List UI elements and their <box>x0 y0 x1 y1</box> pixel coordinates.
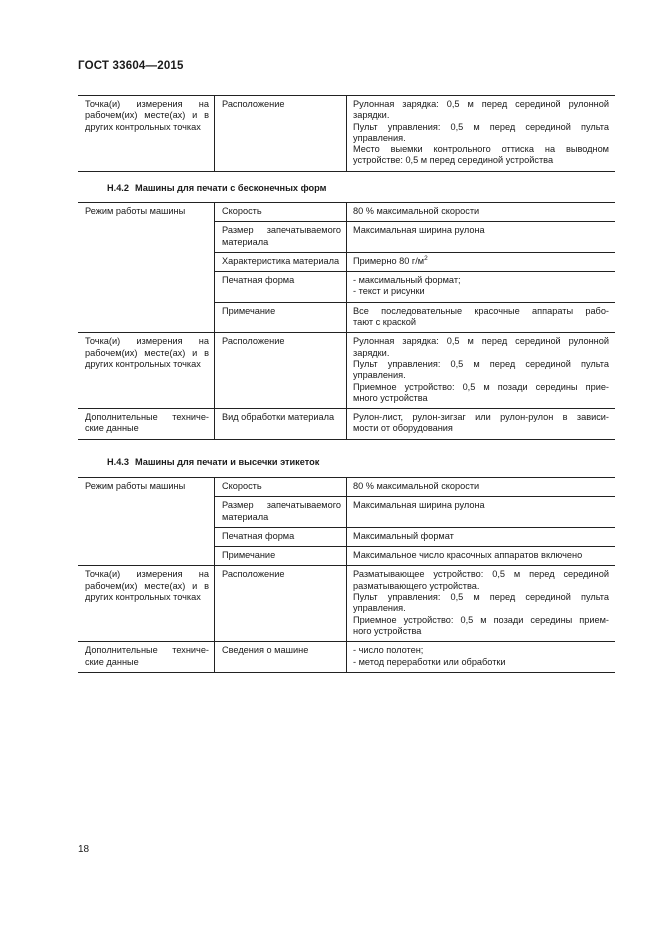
print-form-label: Печатная форма <box>215 272 347 303</box>
cell-text-line: Место выемки контрольного оттиска на выводном <box>353 144 609 155</box>
cell-text-line: Рулон-лист, рулон-зигзаг или рулон-рулон в зависи- <box>353 412 609 423</box>
print-form-value: Максимальный формат <box>347 527 616 546</box>
position-value-cell <box>347 333 616 409</box>
cell-text-line: Пульт управления: 0,5 м перед серединой пульта <box>353 121 609 132</box>
cell-text-line: устройстве: 0,5 м перед серединой устройства <box>353 155 554 166</box>
section-title-4-3: Н.4.3 Машины для печати и высечки этикеток <box>107 457 320 467</box>
table-row <box>78 203 615 222</box>
cell-text-line: разматывающего устройства. <box>353 580 480 591</box>
measurement-points-cell: Точка(и) измерения на рабочем(их) месте(ах) и в других контрольных точках <box>78 333 215 409</box>
size-value: Максимальная ширина рулона <box>347 497 616 528</box>
table-continuation <box>78 95 615 172</box>
position-label-cell: Расположение <box>215 96 347 172</box>
material-value: Примерно 80 $г/м^2$ <box>347 252 616 271</box>
cell-text-line: управления. <box>353 132 406 143</box>
position-label-cell: Расположение <box>215 566 347 642</box>
cell-text-line: Все последовательные красочные аппараты рабо- <box>353 305 609 316</box>
cell-text-line: ного устройства <box>353 625 422 636</box>
speed-label: Скорость <box>215 478 347 497</box>
position-value-cell <box>347 566 616 642</box>
document-header: ГОСТ 33604—2015 <box>78 60 184 72</box>
cell-text-line: Рулонная зарядка: 0,5 м перед серединой рулонной <box>353 99 609 109</box>
operating-mode-cell: Режим работы машины <box>78 203 215 333</box>
note-value <box>347 302 616 333</box>
cell-text-line: Приемное устройство: 0,5 м позади середины прие- <box>353 381 609 392</box>
machine-info-label: Сведения о машине <box>215 642 347 673</box>
table-row <box>78 333 615 409</box>
machine-info-value: - число полотен; - метод переработки или обработки <box>347 642 616 673</box>
cell-text-line: Разматывающее устройство: 0,5 м перед серединой <box>353 569 609 580</box>
measurement-points-cell: Точка(и) измерения на рабочем(их) месте(ах) и в других контрольных точках <box>78 566 215 642</box>
position-label-cell: Расположение <box>215 333 347 409</box>
table-row <box>78 642 615 673</box>
table-row <box>78 96 615 172</box>
processing-type-value <box>347 409 616 440</box>
cell-text-line: управления. <box>353 603 406 614</box>
section-title-4-2: Н.4.2 Машины для печати с бесконечных форм <box>107 183 327 193</box>
material-label: Характеристика материала <box>215 252 347 271</box>
size-value: Максимальная ширина рулона <box>347 222 616 253</box>
size-label: Размер запечатываемого материала <box>215 497 347 528</box>
cell-text-line: Рулонная зарядка: 0,5 м перед серединой рулонной <box>353 336 609 347</box>
cell-text-line: зарядки. <box>353 110 390 121</box>
additional-data-cell: Дополнительные техниче- ские данные <box>78 642 215 673</box>
measurement-points-cell: Точка(и) измерения на рабочем(их) месте(ах) и в других контрольных точках <box>78 96 215 172</box>
note-value: Максимальное число красочных аппаратов включено <box>347 547 616 566</box>
speed-label: Скорость <box>215 203 347 222</box>
table-row <box>78 409 615 440</box>
size-label: Размер запечатываемого материала <box>215 222 347 253</box>
print-form-value: - максимальный формат; - текст и рисунки <box>347 272 616 303</box>
cell-text-line: управления. <box>353 370 406 381</box>
position-value-cell <box>347 96 616 172</box>
cell-text-line: зарядки. <box>353 347 390 358</box>
table-row <box>78 566 615 642</box>
cell-text-line: Приемное устройство: 0,5 м позади середины прием- <box>353 614 609 625</box>
table-row <box>78 478 615 497</box>
cell-text-line: тают с краской <box>353 317 417 328</box>
cell-text-line: много устройства <box>353 392 428 403</box>
additional-data-cell: Дополнительные техниче- ские данные <box>78 409 215 440</box>
cell-text-line: Пульт управления: 0,5 м перед серединой пульта <box>353 592 609 603</box>
table-endless-forms <box>78 202 615 440</box>
page-number: 18 <box>78 844 90 855</box>
cell-text-line: мости от оборудования <box>353 423 453 434</box>
speed-value: 80 % максимальной скорости <box>347 203 616 222</box>
note-label: Примечание <box>215 547 347 566</box>
cell-text-line: Пульт управления: 0,5 м перед серединой пульта <box>353 358 609 369</box>
note-label: Примечание <box>215 302 347 333</box>
processing-type-label: Вид обработки материала <box>215 409 347 440</box>
print-form-label: Печатная форма <box>215 527 347 546</box>
table-labels <box>78 477 615 673</box>
speed-value: 80 % максимальной скорости <box>347 478 616 497</box>
operating-mode-cell: Режим работы машины <box>78 478 215 566</box>
